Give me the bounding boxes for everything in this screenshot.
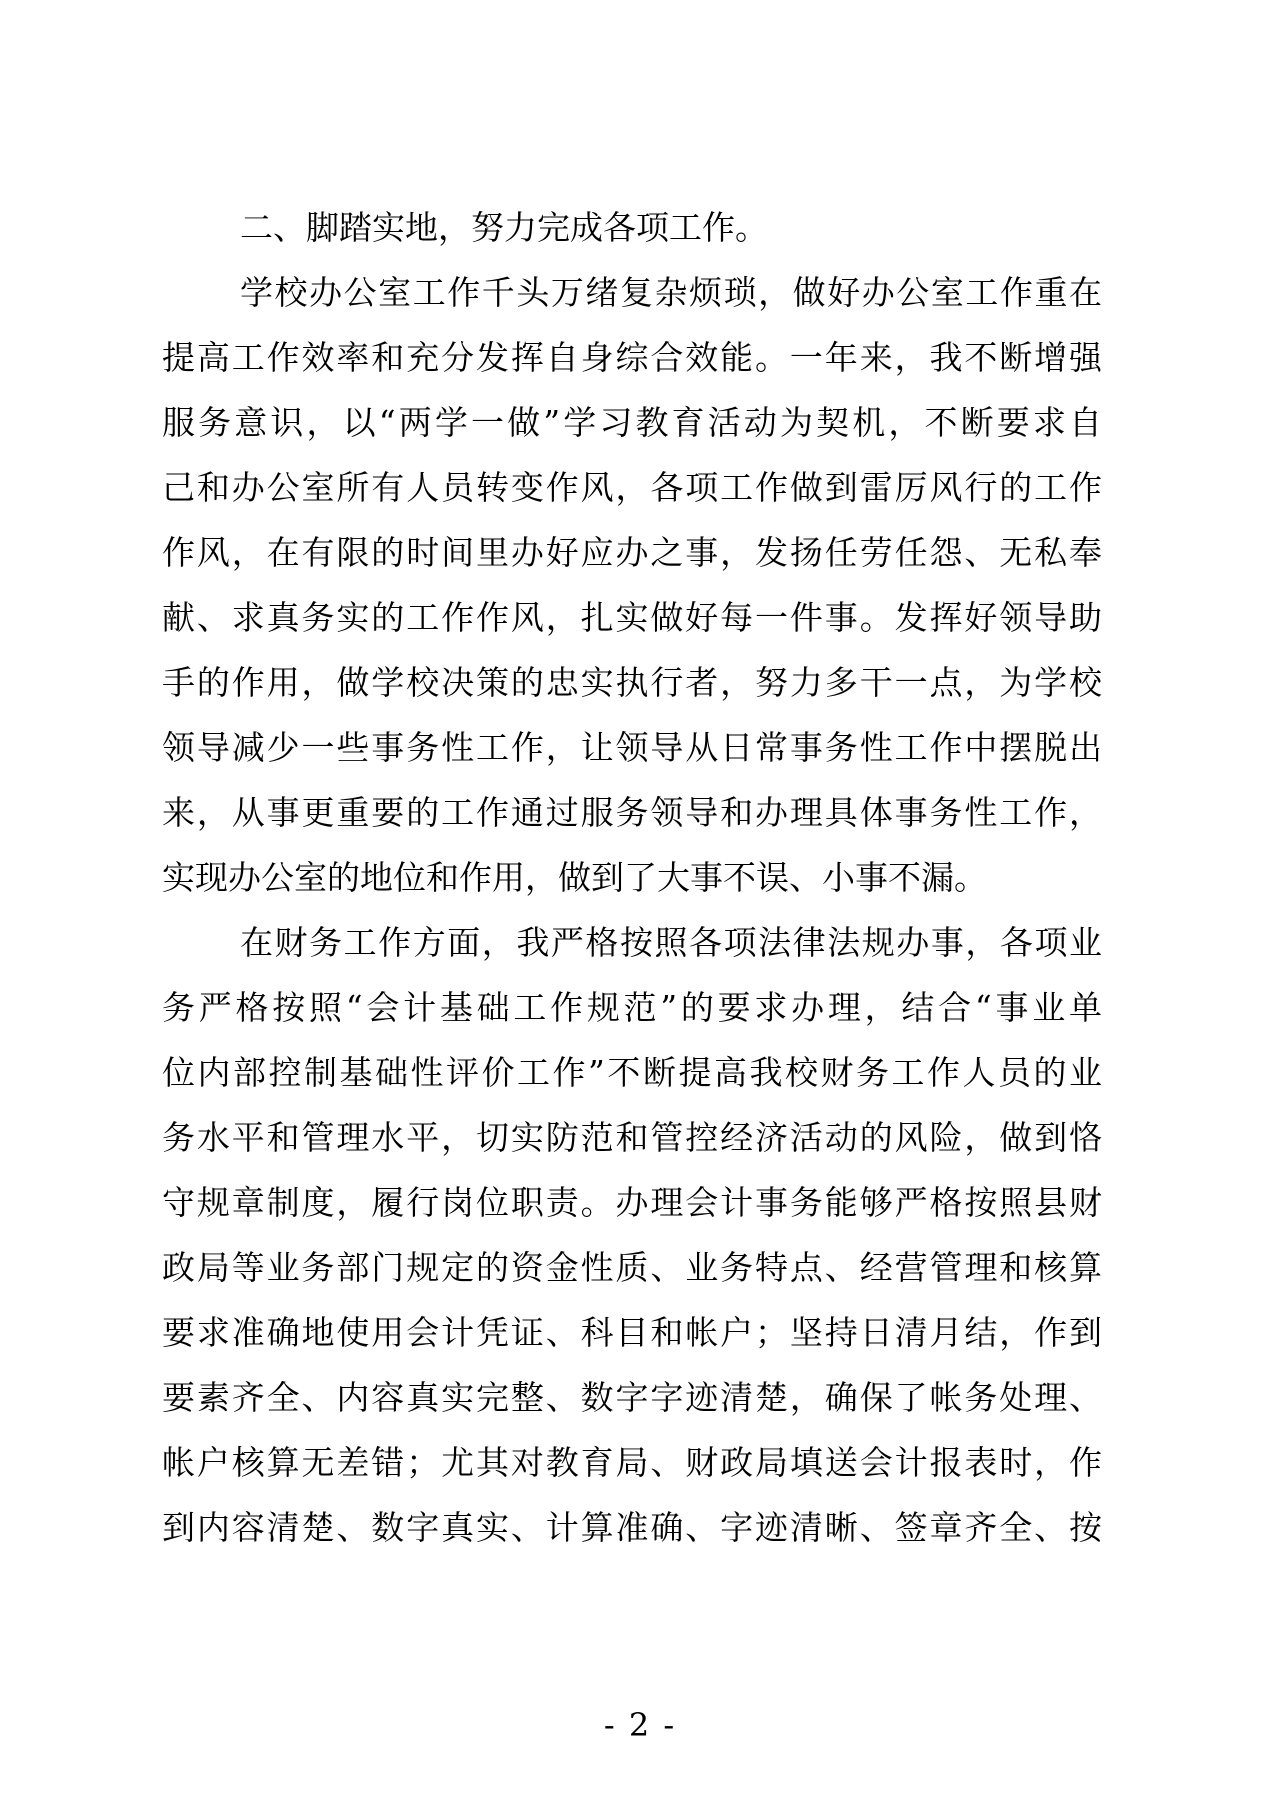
paragraph-line: 帐户核算无差错；尤其对教育局、财政局填送会计报表时，作 xyxy=(162,1443,1102,1482)
paragraph-line: 提高工作效率和充分发挥自身综合效能。一年来，我不断增强 xyxy=(162,338,1102,377)
paragraph-line: 实现办公室的地位和作用，做到了大事不误、小事不漏。 xyxy=(162,858,987,897)
paragraph-line: 要求准确地使用会计凭证、科目和帐户；坚持日清月结，作到 xyxy=(162,1313,1102,1352)
paragraph-line: 手的作用，做学校决策的忠实执行者，努力多干一点，为学校 xyxy=(162,663,1102,702)
paragraph-line: 在财务工作方面，我严格按照各项法律法规办事，各项业 xyxy=(240,923,1102,962)
paragraph-line: 己和办公室所有人员转变作风，各项工作做到雷厉风行的工作 xyxy=(162,468,1102,507)
paragraph-line: 献、求真务实的工作作风，扎实做好每一件事。发挥好领导助 xyxy=(162,598,1102,637)
paragraph-line: 作风，在有限的时间里办好应办之事，发扬任劳任怨、无私奉 xyxy=(162,533,1102,572)
paragraph-line: 到内容清楚、数字真实、计算准确、字迹清晰、签章齐全、按 xyxy=(162,1508,1102,1547)
paragraph-line: 政局等业务部门规定的资金性质、业务特点、经营管理和核算 xyxy=(162,1248,1102,1287)
paragraph-line: 来，从事更重要的工作通过服务领导和办理具体事务性工作， xyxy=(162,793,1102,832)
section-heading: 二、脚踏实地，努力完成各项工作。 xyxy=(240,208,768,247)
page-number: - 2 - xyxy=(603,1706,677,1744)
document-body xyxy=(162,195,1102,1560)
paragraph-line: 务水平和管理水平，切实防范和管控经济活动的风险，做到恪 xyxy=(162,1118,1102,1157)
paragraph-line: 守规章制度，履行岗位职责。办理会计事务能够严格按照县财 xyxy=(162,1183,1102,1222)
paragraph-line: 务严格按照“会计基础工作规范”的要求办理，结合“事业单 xyxy=(162,988,1102,1027)
paragraph-line: 领导减少一些事务性工作，让领导从日常事务性工作中摆脱出 xyxy=(162,728,1102,767)
paragraph-line: 要素齐全、内容真实完整、数字字迹清楚，确保了帐务处理、 xyxy=(162,1378,1102,1417)
paragraph-line: 学校办公室工作千头万绪复杂烦琐，做好办公室工作重在 xyxy=(240,273,1102,312)
paragraph-line: 服务意识，以“两学一做”学习教育活动为契机，不断要求自 xyxy=(162,403,1102,442)
paragraph-line: 位内部控制基础性评价工作”不断提高我校财务工作人员的业 xyxy=(162,1053,1102,1092)
